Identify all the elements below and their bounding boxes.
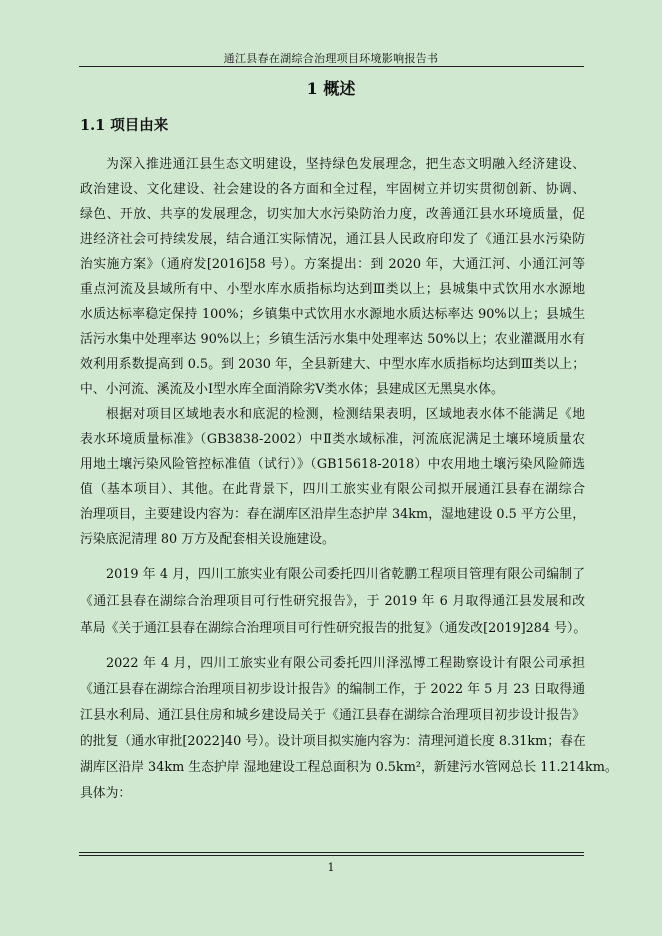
paragraph-line: 污染底泥清理 80 万方及配套相关设施建设。 [80,532,335,547]
paragraph-line: 重点河流及县域所有中、小型水库水质指标均达到Ⅲ类以上；县城集中式饮用水水源地 [80,282,585,297]
paragraph-line: 政治建设、文化建设、社会建设的各方面和全过程，牢固树立并切实贯彻创新、协调、 [80,182,585,197]
paragraph-line: 值（基本项目）、其他。在此背景下，四川工旅实业有限公司拟开展通江县春在湖综合 [80,482,585,497]
paragraph-line: 治理项目，主要建设内容为：春在湖库区沿岸生态护岸 34km，湿地建设 0.5 平方公里， [80,507,585,522]
paragraph-line: 《通江县春在湖综合治理项目初步设计报告》的编制工作，于 2022 年 5 月 23 日取得通 [80,682,585,697]
paragraph-line: 根据对项目区域地表水和底泥的检测，检测结果表明，区域地表水体不能满足《地 [106,407,585,422]
paragraph-line: 治实施方案》（通府发[2016]58 号）。方案提出：到 2020 年，大通江河、小通江河等 [80,257,585,272]
section-title: 1.1 项目由来 [80,117,169,134]
paragraph-line: 的批复（通水审批[2022]40 号）。设计项目拟实施内容为：清理河道长度 8.31km；春在 [80,734,586,749]
paragraph-line: 进经济社会可持续发展，结合通江实际情况，通江县人民政府印发了《通江县水污染防 [80,232,585,247]
paragraph-line: 绿色、开放、共享的发展理念，切实加大水污染防治力度，改善通江县水环境质量，促 [80,207,585,222]
paragraph-line: 湖库区沿岸 34km 生态护岸 湿地建设工程总面积为 0.5km²，新建污水管网总长 11.214km。 [80,760,618,775]
paragraph-line: 活污水集中处理率达 90%以上；乡镇生活污水集中处理率达 50%以上；农业灌溉用水有 [80,332,585,347]
paragraph-line: 水质达标率稳定保持 100%；乡镇集中式饮用水水源地水质达标率达 90%以上；县城生 [80,307,585,322]
page-number: 1 [327,861,335,874]
paragraph-line: 2019 年 4 月，四川工旅实业有限公司委托四川省乾鹏工程项目管理有限公司编制了 [106,567,585,582]
paragraph-line: 江县水利局、通江县住房和城乡建设局关于《通江县春在湖综合治理项目初步设计报告》 [80,708,585,723]
footer-rule [79,852,584,853]
footer-rule-double [79,855,584,856]
paragraph-line: 《通江县春在湖综合治理项目可行性研究报告》，于 2019 年 6 月取得通江县发展和改 [80,594,585,609]
paragraph-line: 效利用系数提高到 0.5。到 2030 年，全县新建大、中型水库水质指标均达到Ⅲ类以上； [80,357,585,372]
paragraph-line: 表水环境质量标准》（GB3838-2002）中Ⅱ类水域标准，河流底泥满足土壤环境质量农 [80,432,585,447]
chapter-title: 1 概述 [306,79,356,98]
header-rule [79,66,584,67]
paragraph-line: 革局《关于通江县春在湖综合治理项目可行性研究报告的批复》（通发改[2019]284 号）。 [80,621,587,636]
paragraph-line: 用地土壤污染风险管控标准值（试行）》（GB15618-2018）中农用地土壤污染风险筛选 [80,457,585,472]
paragraph-line: 中、小河流、溪流及小Ⅰ型水库全面消除劣Ⅴ类水体；县建成区无黑臭水体。 [80,382,504,397]
running-header: 通江县春在湖综合治理项目环境影响报告书 [223,52,439,65]
paragraph-line: 2022 年 4 月，四川工旅实业有限公司委托四川泽泓博工程勘察设计有限公司承担 [106,656,585,671]
paragraph-line: 为深入推进通江县生态文明建设，坚持绿色发展理念，把生态文明融入经济建设、 [106,157,585,172]
paragraph-line: 具体为： [80,786,132,801]
